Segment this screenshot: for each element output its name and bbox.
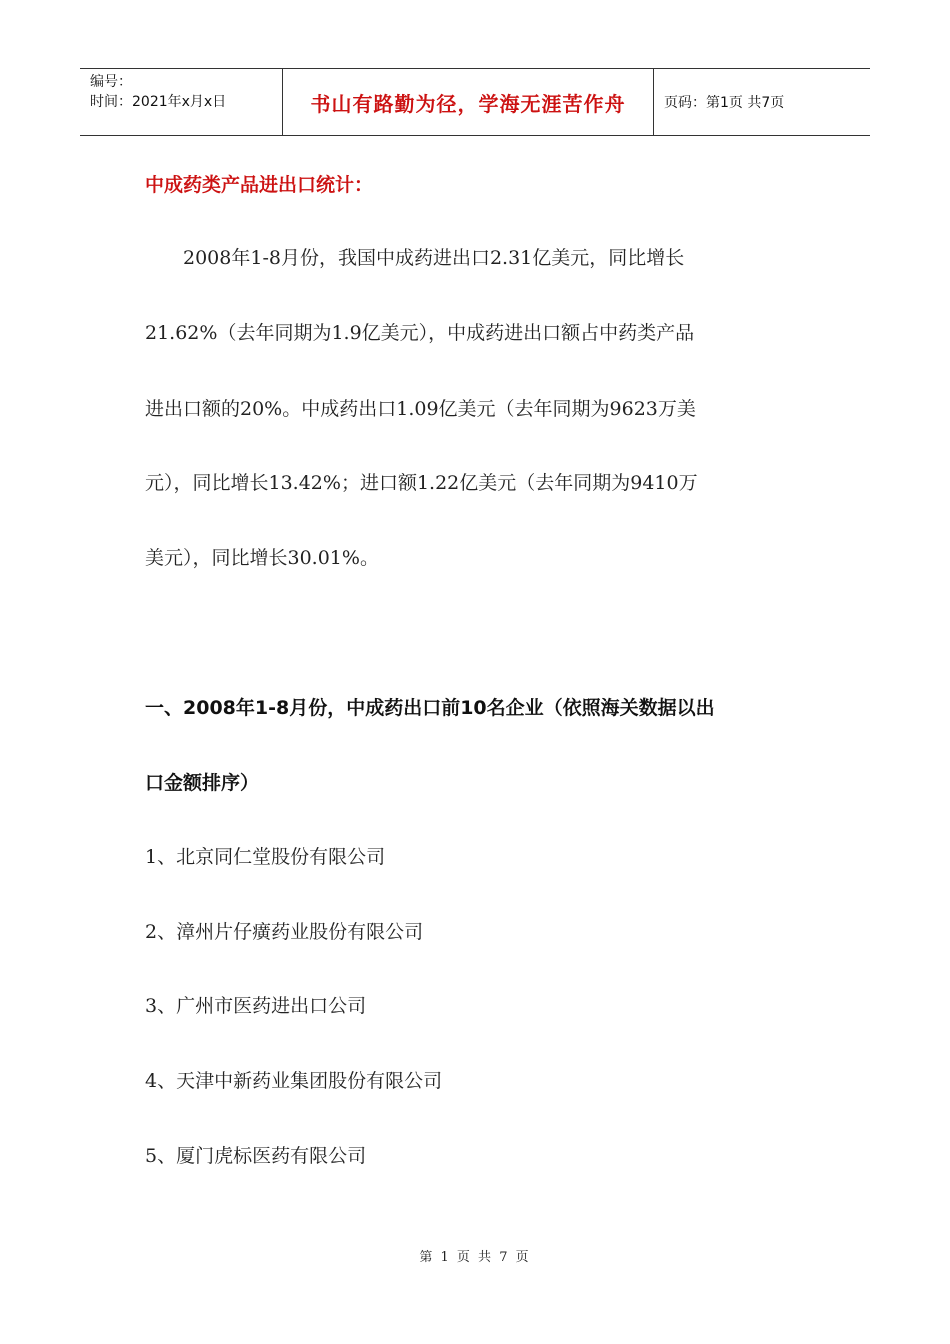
header-page-code: 页码：第1页 共7页 [664, 95, 785, 111]
list-heading-line: 口金额排序） [145, 772, 260, 794]
header-info-cell [80, 69, 282, 135]
paragraph-line: 2008年1-8月份，我国中成药进出口2.31亿美元，同比增长 [145, 247, 685, 269]
header-motto: 书山有路勤为径，学海无涯苦作舟 [282, 69, 654, 135]
section-title: 中成药类产品进出口统计： [145, 174, 374, 196]
document-header [80, 68, 870, 136]
list-heading-line: 一、2008年1-8月份，中成药出口前10名企业（依照海关数据以出 [145, 697, 715, 719]
list-item: 3、广州市医药进出口公司 [145, 995, 367, 1017]
paragraph-line: 进出口额的20%。中成药出口1.09亿美元（去年同期为9623万美 [145, 398, 696, 420]
page-footer: 第 1 页 共 7 页 [419, 1250, 531, 1265]
list-item: 1、北京同仁堂股份有限公司 [145, 846, 386, 868]
list-item: 5、厦门虎标医药有限公司 [145, 1145, 367, 1167]
paragraph-line: 美元），同比增长30.01%。 [145, 547, 379, 569]
paragraph-line: 21.62%（去年同期为1.9亿美元），中成药进出口额占中药类产品 [145, 322, 695, 344]
list-item: 2、漳州片仔癀药业股份有限公司 [145, 921, 424, 943]
list-item: 4、天津中新药业集团股份有限公司 [145, 1070, 443, 1092]
document-time-label: 时间：2021年x月x日 [90, 94, 227, 110]
paragraph-line: 元），同比增长13.42%；进口额1.22亿美元（去年同期为9410万 [145, 472, 698, 494]
document-number-label: 编号： [90, 74, 132, 90]
